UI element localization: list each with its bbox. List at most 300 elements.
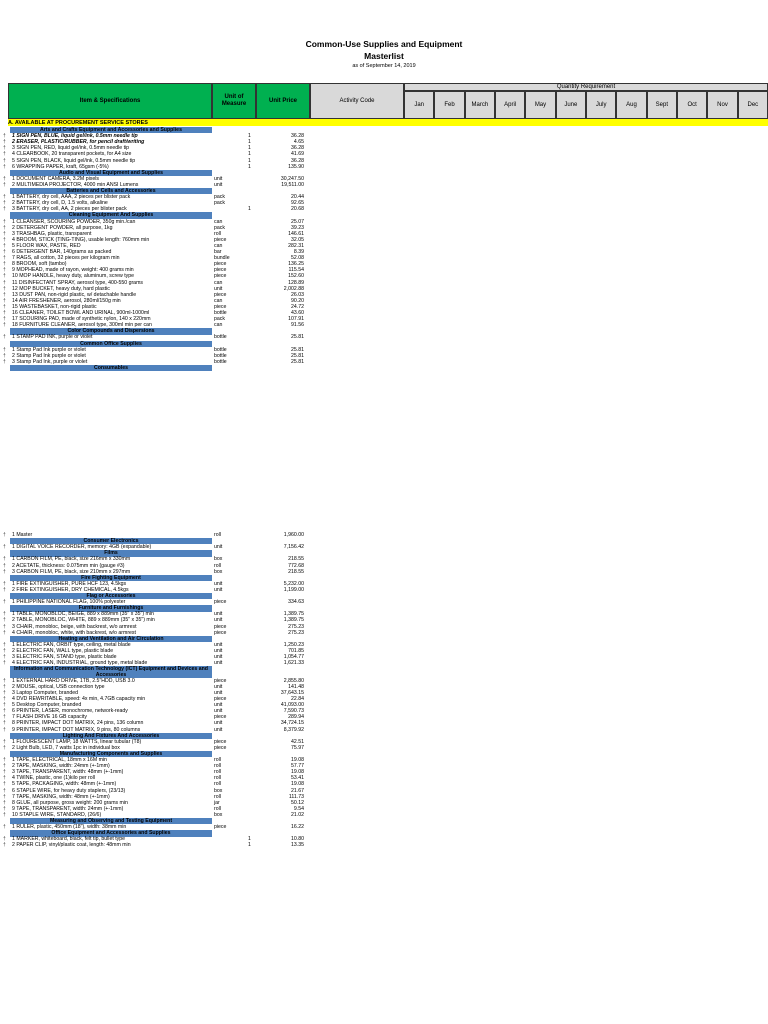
unit-price: 218.55: [288, 556, 304, 563]
category-header: Heating and Ventilation and Air Circulation: [10, 636, 212, 642]
item-description: 5 SIGN PEN, BLACK, liquid gel/ink, 0.5mm needle tip: [12, 157, 136, 164]
unit-of-measure: roll: [214, 781, 221, 788]
item-description: 3 SIGN PEN, RED, liquid gel/ink, 0.5mm needle tip: [12, 145, 130, 152]
item-description: 2 FIRE EXTINGUISHER, DRY CHEMICAL, 4.5kgs: [12, 586, 129, 593]
unit-of-measure: box: [214, 811, 223, 818]
unit-price: 50.12: [291, 799, 304, 806]
item-description: 10 MOP HANDLE, heavy duty, aluminum, screw type: [12, 273, 135, 280]
unit-price: 4.65: [293, 139, 304, 146]
item-description: 1 Master: [12, 532, 33, 538]
unit-of-measure: box: [214, 556, 223, 563]
header-activity-code: Activity Code: [310, 83, 404, 119]
unit-of-measure: bottle: [214, 334, 227, 341]
unit-price: 1,250.23: [283, 641, 304, 648]
unit-price: 53.41: [291, 775, 304, 782]
row-marker: †: [3, 297, 6, 304]
item-description: 3 BATTERY, dry cell, AA, 2 pieces per blister pack: [12, 206, 127, 213]
unit-of-measure: pack: [214, 316, 225, 323]
item-description: 3 TRASHBAG, plastic, transparent: [12, 230, 92, 237]
row-marker: †: [3, 629, 6, 636]
item-description: 18 FURNITURE CLEANER, aerosol type, 300ml min per can: [12, 322, 152, 329]
unit-price: 19.08: [291, 757, 304, 763]
unit-of-measure: piece: [214, 623, 227, 630]
unit-price: 111.73: [288, 793, 304, 800]
item-description: 12 MOP BUCKET, heavy duty, hard plastic: [12, 285, 110, 292]
as-of-date: as of September 14, 2019: [352, 63, 416, 69]
unit-price: 25.81: [291, 352, 304, 359]
unit-price: 1,389.75: [283, 611, 304, 618]
unit-of-measure: jar: [214, 799, 220, 806]
header-month: May: [525, 91, 555, 119]
row-marker: †: [3, 206, 6, 213]
row-marker: †: [3, 224, 6, 231]
category-header: Office Equipment and Accessories and Supplies: [10, 830, 212, 836]
item-description: 3 Stamp Pad Ink, purple or violet: [12, 358, 88, 365]
unit-of-measure: box: [214, 787, 223, 794]
unit-of-measure: bottle: [214, 352, 227, 359]
unit-price: 39.23: [291, 224, 304, 231]
row-marker: †: [3, 775, 6, 782]
row-marker: †: [3, 702, 6, 709]
unit-of-measure: piece: [214, 236, 227, 243]
unit-price: 8,379.92: [283, 726, 304, 733]
unit-of-measure: piece: [214, 738, 227, 745]
item-description: 16 CLEANER, TOILET BOWL AND URINAL, 900ml-1000ml: [12, 310, 150, 316]
unit-price: 25.81: [291, 334, 304, 341]
unit-price: 8.39: [293, 249, 304, 255]
unit-of-measure: roll: [214, 775, 221, 782]
category-header: Lighting And Fixtures And Accessories: [10, 733, 212, 739]
quantity: 1: [248, 145, 251, 152]
item-description: 2 ELECTRIC FAN, WALL type, plastic blade: [12, 647, 114, 654]
unit-price: 1,054.77: [283, 654, 304, 660]
item-description: 7 FLASH DRIVE 16 GB capacity: [12, 714, 87, 721]
quantity: 1: [248, 836, 251, 843]
header-month: April: [495, 91, 525, 119]
item-description: 4 TWINE, plastic, one (1)kilo per roll: [12, 775, 95, 782]
item-description: 1 EXTERNAL HARD DRIVE, 1TB, 2.5"HDD, USB 3.0: [12, 677, 135, 684]
row-marker: †: [3, 805, 6, 812]
item-description: 1 SIGN PEN, BLUE, liquid gel/ink, 0.5mm needle tip: [12, 133, 138, 140]
row-marker: †: [3, 720, 6, 727]
row-marker: †: [3, 586, 6, 593]
row-marker: †: [3, 175, 6, 182]
unit-price: 30,247.50: [280, 175, 304, 182]
item-description: 2 PAPER CLIP, vinyl/plastic coat, length: 48mm min: [12, 842, 131, 849]
unit-price: 141.48: [288, 683, 304, 690]
unit-of-measure: can: [214, 297, 223, 304]
row-marker: †: [3, 617, 6, 624]
unit-price: 334.63: [288, 599, 304, 606]
item-description: 2 ACETATE, thickness: 0.075mm min (gauge #3): [12, 562, 125, 569]
item-description: 5 FLOOR WAX, PASTE, RED: [12, 242, 81, 249]
category-header: Cleaning Equipment And Supplies: [10, 212, 212, 218]
category-header: Measuring and Observing and Testing Equipment: [10, 818, 212, 824]
unit-price: 2,002.88: [283, 285, 304, 292]
row-marker: †: [3, 261, 6, 268]
item-description: 1 DIGITAL VOICE RECORDER, memory: 4GB (expandable): [12, 544, 152, 551]
row-marker: †: [3, 200, 6, 207]
unit-of-measure: piece: [214, 744, 227, 751]
unit-price: 41.69: [291, 151, 304, 158]
table-header: [8, 83, 768, 119]
unit-price: 52.08: [291, 255, 304, 262]
row-marker: †: [3, 322, 6, 329]
unit-price: 25.07: [291, 218, 304, 225]
unit-of-measure: piece: [214, 267, 227, 274]
row-marker: †: [3, 255, 6, 262]
header-quantity-requirement: Quantity Requirement: [404, 83, 768, 91]
quantity: 1: [248, 206, 251, 213]
item-description: 10 STAPLE WIRE, STANDARD, (26/6): [12, 811, 102, 818]
unit-of-measure: unit: [214, 580, 223, 587]
unit-of-measure: can: [214, 242, 223, 249]
unit-of-measure: pack: [214, 194, 225, 201]
row-marker: †: [3, 218, 6, 225]
item-description: 9 PRINTER, IMPACT DOT MATRIX, 9 pins, 80 columns: [12, 726, 141, 733]
unit-price: 1,621.33: [283, 660, 304, 667]
unit-of-measure: piece: [214, 303, 227, 310]
unit-of-measure: roll: [214, 532, 221, 538]
title-line-2: Masterlist: [364, 51, 404, 61]
unit-price: 26.03: [291, 291, 304, 298]
category-header: Audio and Visual Equipment and Supplies: [10, 170, 212, 176]
item-description: 2 ERASER, PLASTIC/RUBBER, for pencil draft/writing: [12, 139, 145, 146]
unit-price: 218.55: [288, 568, 304, 575]
unit-of-measure: unit: [214, 683, 223, 690]
item-description: 6 WRAPPING PAPER, kraft, 65gsm (-5%): [12, 163, 109, 170]
item-description: 3 Laptop Computer, branded: [12, 689, 79, 696]
row-marker: †: [3, 660, 6, 667]
category-header: Color Compounds and Dispersions: [10, 328, 212, 334]
unit-of-measure: bar: [214, 249, 222, 255]
unit-of-measure: unit: [214, 647, 223, 654]
unit-price: 21.02: [291, 811, 304, 818]
unit-of-measure: piece: [214, 273, 227, 280]
unit-price: 22.84: [291, 696, 304, 702]
unit-of-measure: unit: [214, 702, 223, 709]
unit-price: 36.28: [291, 145, 304, 152]
row-marker: †: [3, 267, 6, 274]
row-marker: †: [3, 532, 6, 538]
row-marker: †: [3, 781, 6, 788]
row-marker: †: [3, 145, 6, 152]
unit-of-measure: unit: [214, 641, 223, 648]
unit-price: 5,232.00: [283, 580, 304, 587]
unit-price: 25.81: [291, 346, 304, 353]
quantity: 1: [248, 151, 251, 158]
row-marker: †: [3, 230, 6, 237]
unit-of-measure: unit: [214, 544, 223, 551]
category-header: Flag or Accessories: [10, 593, 212, 599]
header-month: Feb: [434, 91, 464, 119]
quantity: 1: [248, 163, 251, 170]
unit-of-measure: unit: [214, 654, 223, 660]
document-title: [0, 38, 768, 71]
category-header: Batteries and Cells and Accessories: [10, 188, 212, 194]
unit-price: 36.28: [291, 133, 304, 140]
row-marker: †: [3, 708, 6, 715]
row-marker: †: [3, 556, 6, 563]
unit-price: 701.85: [288, 647, 304, 654]
item-description: 9 TAPE, TRANSPARENT, width: 24mm (+-1mm): [12, 805, 124, 812]
row-marker: †: [3, 611, 6, 618]
row-marker: †: [3, 677, 6, 684]
unit-price: 20.68: [291, 206, 304, 213]
unit-of-measure: can: [214, 322, 223, 329]
row-marker: †: [3, 163, 6, 170]
unit-of-measure: roll: [214, 562, 221, 569]
item-description: 4 DVD REWRITABLE, speed: 4x min, 4.7GB capacity min: [12, 696, 146, 702]
row-marker: †: [3, 696, 6, 702]
row-marker: †: [3, 279, 6, 286]
unit-price: 275.23: [288, 629, 304, 636]
row-marker: †: [3, 151, 6, 158]
row-marker: †: [3, 744, 6, 751]
item-description: 6 DETERGENT BAR, 140grams as packed: [12, 249, 112, 255]
item-description: 8 GLUE, all purpose, gross weight: 200 grams min: [12, 799, 128, 806]
row-marker: †: [3, 763, 6, 770]
row-marker: †: [3, 647, 6, 654]
unit-of-measure: roll: [214, 805, 221, 812]
unit-of-measure: roll: [214, 230, 221, 237]
category-header: Manufacturing Components and Supplies: [10, 751, 212, 757]
unit-of-measure: pack: [214, 224, 225, 231]
row-marker: †: [3, 580, 6, 587]
unit-of-measure: piece: [214, 629, 227, 636]
unit-price: 20.44: [291, 194, 304, 201]
row-marker: †: [3, 236, 6, 243]
unit-price: 146.61: [288, 230, 304, 237]
item-description: 1 PHILIPPINE NATIONAL FLAG, 100% polyester: [12, 599, 126, 606]
unit-price: 19,511.00: [281, 181, 304, 188]
unit-price: 282.31: [288, 242, 304, 249]
unit-price: 90.20: [291, 297, 304, 304]
row-marker: †: [3, 599, 6, 606]
item-description: 1 CARBON FILM, PE, black, size 216mm x 330mm: [12, 556, 131, 563]
header-month: June: [556, 91, 586, 119]
unit-of-measure: roll: [214, 763, 221, 770]
item-description: 4 ELECTRIC FAN, INDUSTRIAL, ground type, metal blade: [12, 660, 148, 667]
header-month: Sept: [647, 91, 677, 119]
header-month: Oct: [677, 91, 707, 119]
unit-of-measure: unit: [214, 660, 223, 667]
unit-of-measure: unit: [214, 689, 223, 696]
unit-of-measure: bottle: [214, 358, 227, 365]
unit-of-measure: roll: [214, 769, 221, 776]
item-description: 5 TAPE, PACKAGING, width: 48mm (+-1mm): [12, 781, 117, 788]
unit-price: 19.08: [291, 781, 304, 788]
table-row: [0, 842, 768, 848]
item-description: 1 TABLE, MONOBLOC, BEIGE, 889 x 889mm (35" x 35") min: [12, 611, 154, 618]
item-description: 5 Desktop Computer, branded: [12, 702, 82, 709]
category-header: Fire Fighting Equipment: [10, 575, 212, 581]
row-marker: †: [3, 824, 6, 831]
header-month: July: [586, 91, 616, 119]
item-description: 7 RAGS, all cotton, 32 pieces per kilogram min: [12, 255, 120, 262]
row-marker: †: [3, 769, 6, 776]
unit-price: 135.90: [288, 163, 304, 170]
unit-of-measure: unit: [214, 611, 223, 618]
item-description: 4 CHAIR, monobloc, white, with backrest, w/o armrest: [12, 629, 136, 636]
unit-price: 37,643.15: [280, 689, 304, 696]
unit-price: 152.60: [288, 273, 304, 280]
unit-of-measure: unit: [214, 285, 223, 292]
item-description: 3 CARBON FILM, PE, black, size 210mm x 297mm: [12, 568, 131, 575]
unit-price: 25.81: [291, 358, 304, 365]
unit-of-measure: unit: [214, 726, 223, 733]
row-marker: †: [3, 787, 6, 794]
header-item-specs: Item & Specifications: [8, 83, 212, 119]
header-month: Aug: [616, 91, 646, 119]
row-marker: †: [3, 714, 6, 721]
item-description: 3 CHAIR, monobloc, beige, with backrest, w/o armrest: [12, 623, 137, 630]
item-description: 1 BATTERY, dry cell, AAA, 2 pieces per blister pack: [12, 194, 131, 201]
unit-price: 13.35: [291, 842, 304, 849]
row-marker: †: [3, 842, 6, 849]
unit-price: 16.22: [291, 824, 304, 831]
row-marker: †: [3, 568, 6, 575]
row-marker: †: [3, 689, 6, 696]
unit-price: 36.28: [291, 157, 304, 164]
item-description: 8 BROOM, soft (tambo): [12, 261, 67, 268]
row-marker: †: [3, 316, 6, 323]
unit-of-measure: piece: [214, 714, 227, 721]
unit-of-measure: unit: [214, 586, 223, 593]
unit-price: 136.25: [288, 261, 304, 268]
unit-price: 7,156.42: [283, 544, 304, 551]
row-marker: †: [3, 249, 6, 255]
unit-of-measure: piece: [214, 696, 227, 702]
unit-price: 19.08: [291, 769, 304, 776]
unit-of-measure: unit: [214, 720, 223, 727]
category-header: Common Office Supplies: [10, 341, 212, 347]
row-marker: †: [3, 139, 6, 146]
item-description: 1 RULER, plastic, 450mm (18"), width: 38mm min: [12, 824, 127, 831]
item-description: 15 WASTEBASKET, non-rigid plastic: [12, 303, 97, 310]
item-description: 2 Stamp Pad Ink purple or violet: [12, 352, 86, 359]
unit-price: 9.54: [293, 805, 304, 812]
category-header: Consumer Electronics: [10, 538, 212, 544]
row-marker: †: [3, 811, 6, 818]
row-marker: †: [3, 726, 6, 733]
header-month: Nov: [707, 91, 737, 119]
unit-price: 275.23: [288, 623, 304, 630]
quantity: 1: [248, 139, 251, 146]
item-description: 9 MOPHEAD, made of rayon, weight: 400 grams min: [12, 267, 134, 274]
row-marker: †: [3, 346, 6, 353]
category-header: Films: [10, 550, 212, 556]
row-marker: †: [3, 654, 6, 660]
row-marker: †: [3, 757, 6, 763]
item-description: 1 TAPE, ELECTRICAL, 18mm x 16M min: [12, 757, 107, 763]
unit-of-measure: bundle: [214, 255, 230, 262]
unit-price: 10.80: [291, 836, 304, 843]
unit-of-measure: piece: [214, 291, 227, 298]
unit-of-measure: roll: [214, 757, 221, 763]
unit-price: 2,855.80: [283, 677, 304, 684]
unit-price: 1,389.75: [283, 617, 304, 624]
row-marker: †: [3, 544, 6, 551]
row-marker: †: [3, 285, 6, 292]
unit-of-measure: unit: [214, 617, 223, 624]
unit-of-measure: piece: [214, 599, 227, 606]
item-description: 2 TAPE, MASKING, width: 24mm (+-1mm): [12, 763, 110, 770]
item-description: 3 ELECTRIC FAN, STAND type, plastic blade: [12, 654, 117, 660]
item-description: 6 PRINTER, LASER, monochrome, network-ready: [12, 708, 128, 715]
unit-of-measure: piece: [214, 677, 227, 684]
row-marker: †: [3, 352, 6, 359]
row-marker: †: [3, 303, 6, 310]
unit-price: 772.68: [288, 562, 304, 569]
row-marker: †: [3, 641, 6, 648]
unit-of-measure: bottle: [214, 310, 227, 316]
quantity: 1: [248, 133, 251, 140]
quantity: 1: [248, 157, 251, 164]
category-header: Consumables: [10, 365, 212, 371]
item-description: 2 Light Bulb, LED, 7 watts 1pc in individual box: [12, 744, 120, 751]
item-description: 2 MULTIMEDIA PROJECTOR, 4000 min ANSI Lumens: [12, 181, 139, 188]
unit-price: 57.77: [291, 763, 304, 770]
row-marker: †: [3, 310, 6, 316]
unit-price: 75.97: [291, 744, 304, 751]
item-description: 6 STAPLE WIRE, for heavy duty staplers, (23/13): [12, 787, 126, 794]
item-description: 14 AIR FRESHENER, aerosol, 280ml/150g min: [12, 297, 121, 304]
unit-of-measure: can: [214, 218, 223, 225]
unit-price: 21.67: [291, 787, 304, 794]
unit-price: 34,724.15: [280, 720, 304, 727]
row-marker: †: [3, 623, 6, 630]
row-marker: †: [3, 683, 6, 690]
unit-price: 128.89: [288, 279, 304, 286]
row-marker: †: [3, 242, 6, 249]
unit-of-measure: roll: [214, 793, 221, 800]
unit-of-measure: can: [214, 279, 223, 286]
row-marker: †: [3, 181, 6, 188]
row-marker: †: [3, 836, 6, 843]
unit-price: 92.65: [291, 200, 304, 207]
row-marker: †: [3, 133, 6, 140]
row-marker: †: [3, 562, 6, 569]
quantity: 1: [248, 842, 251, 849]
row-marker: †: [3, 157, 6, 164]
unit-of-measure: bottle: [214, 346, 227, 353]
row-marker: †: [3, 358, 6, 365]
header-unit-price: Unit Price: [256, 83, 310, 119]
unit-price: 24.72: [291, 303, 304, 310]
item-description: 11 DISINFECTANT SPRAY, aerosol type, 400-550 grams: [12, 279, 143, 286]
item-description: 17 SCOURING PAD, made of synthetic nylon, 140 x 220mm: [12, 316, 151, 323]
item-description: 1 FIRE EXTINGUISHER, PURE HCF 123, 4.5kgs: [12, 580, 127, 587]
row-marker: †: [3, 291, 6, 298]
unit-of-measure: piece: [214, 824, 227, 831]
unit-of-measure: unit: [214, 708, 223, 715]
item-description: 4 CLEARBOOK, 20 transparent pockets, for A4 size: [12, 151, 132, 158]
item-description: 7 TAPE, MASKING, width: 48mm (+-1mm): [12, 793, 110, 800]
unit-of-measure: pack: [214, 200, 225, 207]
item-description: 4 BROOM, STICK (TING-TING), usable length: 760mm min: [12, 236, 150, 243]
item-description: 3 TAPE, TRANSPARENT, width: 48mm (+-1mm): [12, 769, 124, 776]
unit-price: 41,093.00: [280, 702, 304, 709]
unit-price: 1,199.00: [283, 586, 304, 593]
row-marker: †: [3, 738, 6, 745]
item-description: 1 DOCUMENT CAMERA, 3.2M pixels: [12, 175, 99, 182]
item-description: 1 STAMP PAD INK, purple or violet: [12, 334, 93, 341]
title-line-1: Common-Use Supplies and Equipment: [305, 39, 463, 49]
row-marker: †: [3, 793, 6, 800]
item-description: 1 ELECTRIC FAN, ORBIT type, ceiling, metal blade: [12, 641, 131, 648]
header-month: Dec: [738, 91, 768, 119]
